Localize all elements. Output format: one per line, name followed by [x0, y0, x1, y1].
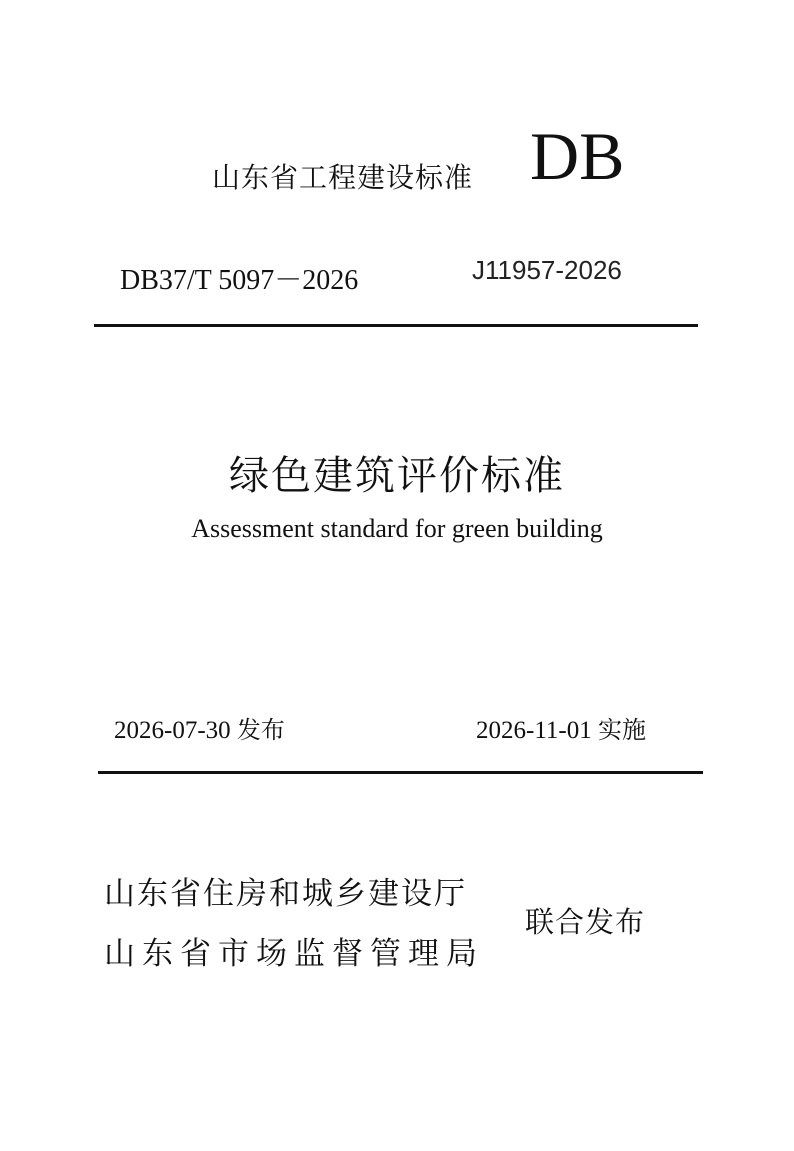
document-title-chinese: 绿色建筑评价标准 [229, 453, 565, 499]
publisher-housing-department: 山东省住房和城乡建设厅 [104, 876, 467, 912]
joint-publication-label: 联合发布 [525, 905, 646, 939]
standard-category: 山东省工程建设标准 [212, 161, 474, 194]
publisher-market-regulation: 山东省市场监督管理局 [104, 936, 484, 972]
top-divider [94, 324, 698, 327]
standard-code-db: DB [530, 118, 625, 194]
bottom-divider [98, 771, 703, 774]
issue-label: 发布 [236, 716, 285, 744]
implementation-date-line [476, 710, 646, 745]
document-title-english: Assessment standard for green building [191, 514, 603, 543]
record-number: J11957-2026 [472, 255, 622, 285]
issue-date: 2026-07-30 [114, 717, 231, 744]
implementation-label: 实施 [597, 716, 646, 744]
issue-date-line [114, 710, 285, 745]
implementation-date: 2026-11-01 [476, 717, 592, 744]
standard-number: DB37/T 5097－2026 [120, 265, 359, 296]
